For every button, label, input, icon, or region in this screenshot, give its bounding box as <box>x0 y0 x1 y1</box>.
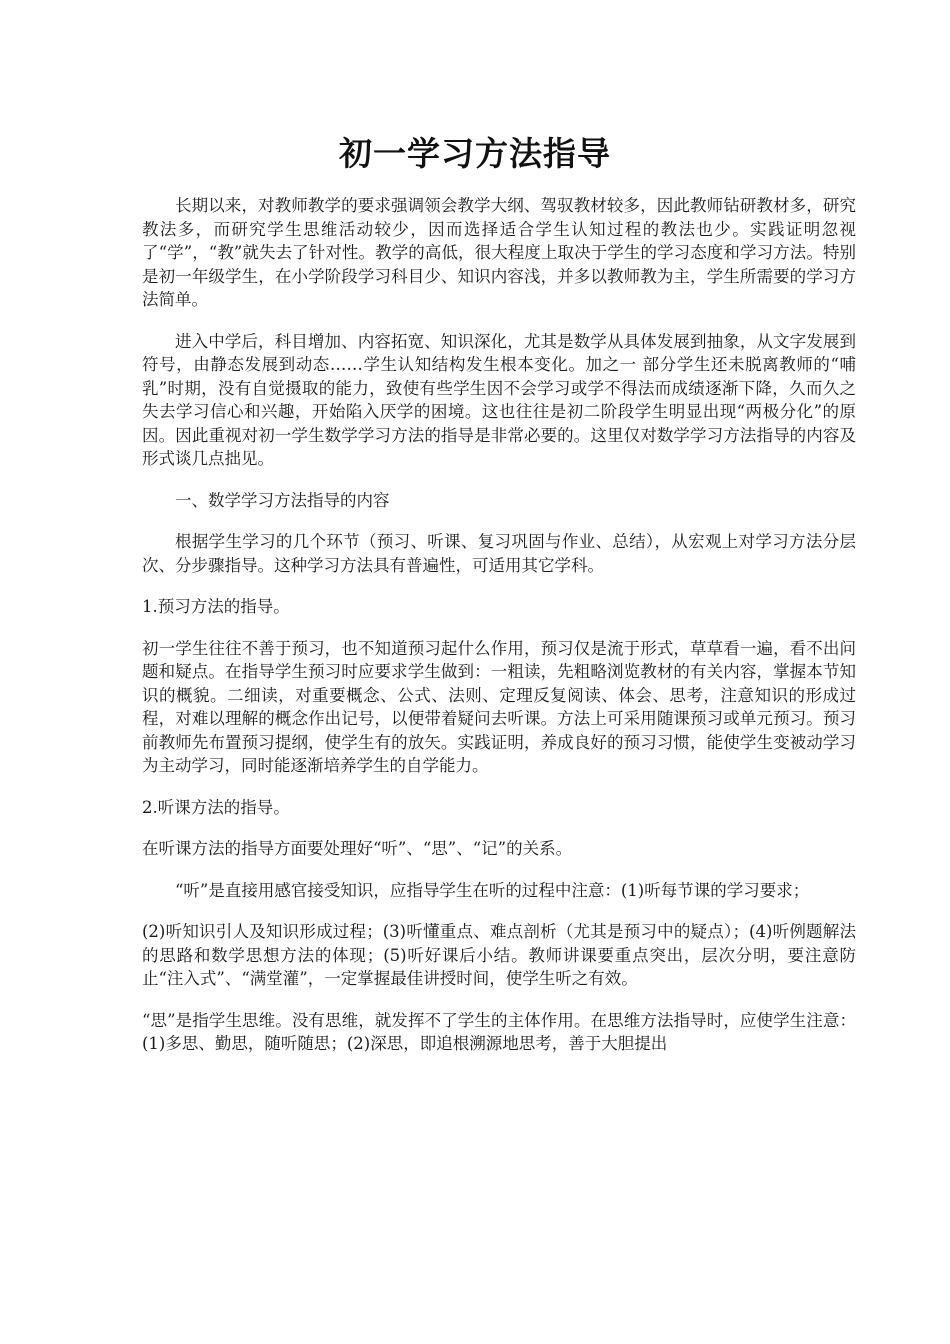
paragraph-middle-school: 进入中学后，科目增加、内容拓宽、知识深化，尤其是数学从具体发展到抽象，从文字发展到符号，由静态发展到动态……学生认知结构发生根本变化。加之一 部分学生还未脱离教师的“哺乳”时期，没有自觉摄取的能力，致使有些学生因不会学习或学不得法而成绩逐渐下降，久而久之失去学习信心和兴趣，开始陷入厌学的困境。这也往往是初二阶段学生明显出现“两极分化”的原因。因此重视对初一学生数学学习方法的指导是非常必要的。这里仅对数学学习方法指导的内容及形式谈几点拙见。 <box>142 331 856 468</box>
subheading-preview-method: 1.预习方法的指导。 <box>142 597 290 616</box>
paragraph-listen-think-record: 在听课方法的指导方面要处理好“听”、“思”、“记”的关系。 <box>142 839 573 858</box>
paragraph-learning-stages: 根据学生学习的几个环节（预习、听课、复习巩固与作业、总结），从宏观上对学习方法分层次、分步骤指导。这种学习方法具有普遍性，可适用其它学科。 <box>142 532 856 575</box>
paragraph-intro: 长期以来，对教师教学的要求强调领会教学大纲、驾驭教材较多，因此教师钻研教材多，研究教法多，而研究学生思维活动较少，因而选择适合学生认知过程的教法也少。实践证明忽视了“学”，“教”就失去了针对性。教学的高低，很大程度上取决于学生的学习态度和学习方法。特别是初一年级学生，在小学阶段学习科目少、知识内容浅，并多以教师教为主，学生所需要的学习方法简单。 <box>142 196 856 309</box>
paragraph-listen-points: (2)听知识引人及知识形成过程；(3)听懂重点、难点剖析（尤其是预习中的疑点）；(4)听例题解法的思路和数学思想方法的体现；(5)听好课后小结。教师讲课要重点突出，层次分明，要注意防止“注入式”、“满堂灌”，一定掌握最佳讲授时间，使学生听之有效。 <box>142 922 856 988</box>
paragraph-think: “思”是指学生思维。没有思维，就发挥不了学生的主体作用。在思维方法指导时，应使学生注意：(1)多思、勤思，随听随思；(2)深思，即追根溯源地思考，善于大胆提出 <box>142 1010 856 1053</box>
paragraph-preview-method: 初一学生往往不善于预习，也不知道预习起什么作用，预习仅是流于形式，草草看一遍，看不出问题和疑点。在指导学生预习时应要求学生做到：一粗读，先粗略浏览教材的有关内容，掌握本节知识的概貌。二细读，对重要概念、公式、法则、定理反复阅读、体会、思考，注意知识的形成过程，对难以理解的概念作出记号，以便带着疑问去听课。方法上可采用随课预习或单元预习。预习前教师先布置预习提纲，使学生有的放矢。实践证明，养成良好的预习习惯，能使学生变被动学习为主动学习，同时能逐渐培养学生的自学能力。 <box>142 638 856 775</box>
subheading-listening-method: 2.听课方法的指导。 <box>142 797 290 817</box>
document-body <box>142 194 856 1074</box>
section-heading-content: 一、数学学习方法指导的内容 <box>175 490 390 510</box>
paragraph-listen: “听”是直接用感官接受知识，应指导学生在听的过程中注意：(1)听每节课的学习要求； <box>175 880 810 900</box>
document-title: 初一学习方法指导 <box>339 134 611 173</box>
